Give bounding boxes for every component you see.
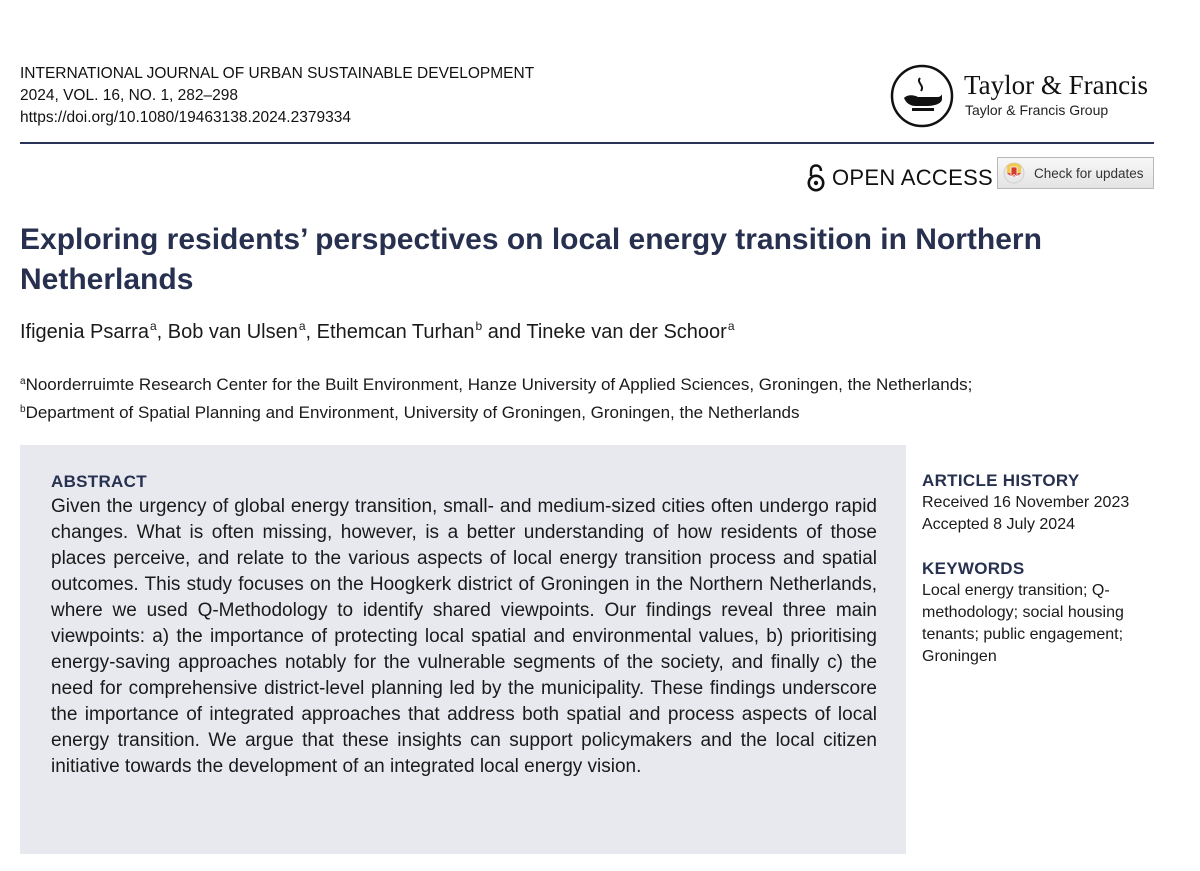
author-separator: , xyxy=(156,321,168,343)
publisher-group: Taylor & Francis Group xyxy=(965,102,1109,118)
article-history xyxy=(922,470,1129,536)
affil-marker: a xyxy=(20,376,26,387)
keywords-text: Local energy transition; Q-methodology; social housing tenants; public engagement; Groningen xyxy=(922,582,1124,665)
abstract-text: Given the urgency of global energy transition, small- and medium-sized cities often undergo rapid changes. What is often missing, however, is a better understanding of how residents of those places perceive, and relate to the various aspects of local energy transition process and spatial outcomes. This study focuses on the Hoogkerk district of Groningen in the Northern Netherlands, where we used Q-Methodology to identify shared viewpoints. Our findings reveal three main viewpoints: a) the importance of protecting local spatial and environmental values, b) prioritising energy-saving approaches notably for the vulnerable segments of the society, and finally c) the need for comprehensive district-level planning led by the municipality. These findings underscore the importance of integrated approaches that address both spatial and process aspects of local energy transition. We argue that these insights can support policymakers and the local citizen initiative towards the development of an integrated local energy vision. xyxy=(51,496,877,777)
author-affil-marker: b xyxy=(475,319,483,333)
history-accepted: Accepted 8 July 2024 xyxy=(922,516,1075,533)
journal-volume: 2024, VOL. 16, NO. 1, 282–298 xyxy=(20,87,239,104)
open-lock-icon xyxy=(806,164,826,192)
author-name[interactable]: Ethemcan Turhan xyxy=(316,321,475,343)
author-affil-marker: a xyxy=(298,319,306,333)
history-received: Received 16 November 2023 xyxy=(922,494,1130,511)
author-separator: and xyxy=(482,321,527,343)
author-affil-marker: a xyxy=(727,319,735,333)
publisher-logo[interactable] xyxy=(890,64,1160,130)
affil-marker: b xyxy=(20,404,26,415)
abstract-box xyxy=(20,445,906,854)
lamp-logo-icon xyxy=(890,64,954,128)
history-heading: ARTICLE HISTORY xyxy=(922,471,1080,490)
check-updates-label: Check for updates xyxy=(1034,165,1144,181)
affil-text: Department of Spatial Planning and Environment, University of Groningen, Groningen, the Netherlands xyxy=(25,403,800,422)
open-access-badge xyxy=(806,163,993,193)
crossmark-icon xyxy=(1003,162,1025,184)
article-title: Exploring residents’ perspectives on local energy transition in Northern Netherlands xyxy=(20,223,1042,296)
header-rule xyxy=(20,142,1154,144)
affil-text: Noorderruimte Research Center for the Built Environment, Hanze University of Applied Sciences, Groningen, the Netherlands; xyxy=(25,375,973,394)
keywords-section xyxy=(922,558,1162,668)
author-separator: , xyxy=(305,321,317,343)
journal-name: INTERNATIONAL JOURNAL OF URBAN SUSTAINABLE DEVELOPMENT xyxy=(20,65,535,82)
open-access-label: OPEN ACCESS xyxy=(832,165,994,190)
author-list xyxy=(20,319,735,344)
journal-doi[interactable]: https://doi.org/10.1080/19463138.2024.2379334 xyxy=(20,109,351,126)
affiliation-b xyxy=(20,397,972,425)
abstract-heading: ABSTRACT xyxy=(51,472,147,491)
author-name[interactable]: Ifigenia Psarra xyxy=(20,321,149,343)
author-affil-marker: a xyxy=(149,319,157,333)
keywords-heading: KEYWORDS xyxy=(922,559,1025,578)
publisher-name: Taylor & Francis xyxy=(964,70,1149,100)
journal-meta xyxy=(20,63,534,129)
check-updates-button[interactable] xyxy=(997,157,1154,189)
author-name[interactable]: Bob van Ulsen xyxy=(167,321,298,343)
affiliations xyxy=(20,369,972,425)
author-name[interactable]: Tineke van der Schoor xyxy=(526,321,727,343)
affiliation-a xyxy=(20,369,972,397)
